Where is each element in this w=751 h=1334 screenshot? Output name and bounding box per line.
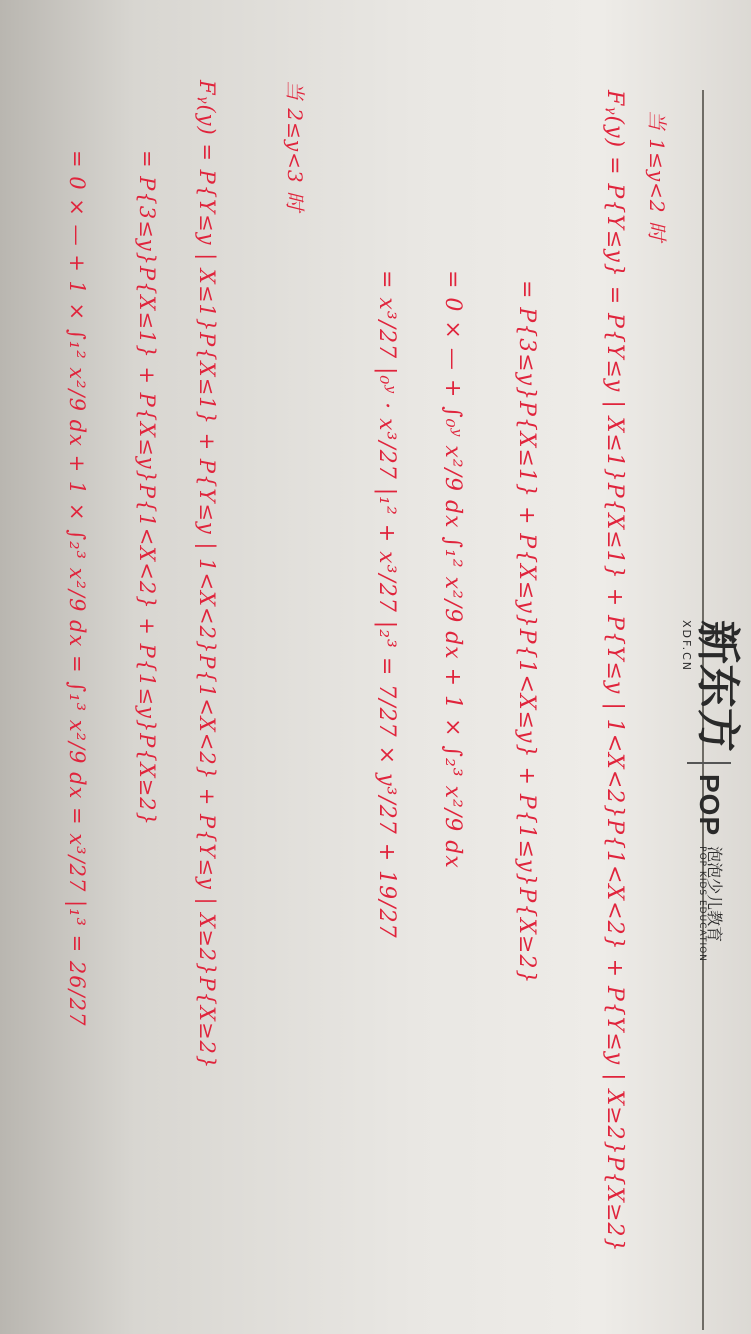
logo-group: [680, 620, 743, 962]
xdf-logo: [680, 620, 743, 752]
case2-line3: = 0 × — + 1 × ∫₁² x²/9 dx + 1 × ∫₂³ x²/9 dx = ∫₁³ x²/9 dx = x³/27 |₁³ = 26/27: [65, 150, 89, 1027]
case1-line4: = x³/27 |₀ʸ · x³/27 |₁² + x³/27 |₂³ = 7/27 × y³/27 + 19/27: [374, 270, 399, 939]
logo-divider: [688, 762, 732, 764]
pop-cn: 泡泡少儿教育: [705, 846, 725, 943]
case2-header: 当 2≤y<3 时: [283, 80, 307, 212]
brand-cn: 新东方: [692, 620, 743, 752]
pop-en: POP KIDS EDUCATION: [696, 846, 707, 962]
case1-header: 当 1≤y<2 时: [645, 110, 669, 242]
case1-line1: Fᵧ(y) = P{Y≤y} = P{Y≤y | X≤1}P{X≤1} + P{Y≤y | 1<X<2}P{1<X<2} + P{Y≤y | X≥2}P{X≥2}: [602, 90, 627, 1253]
case2-line1: Fᵧ(y) = P{Y≤y | X≤1}P{X≤1} + P{Y≤y | 1<X<2}P{1<X<2} + P{Y≤y | X≥2}P{X≥2}: [195, 80, 219, 1070]
case1-line2: = P{3≤y}P{X≤1} + P{X≤y}P{1<X≤y} + P{1≤y}P{X≥2}: [514, 280, 539, 985]
pop-logo: POP: [694, 774, 726, 837]
brand-en: XDF.CN: [680, 620, 693, 672]
case2-line2: = P{3≤y}P{X≤1} + P{X≤y}P{1<X<2} + P{1≤y}P{X≥2}: [135, 150, 159, 826]
case1-line3: = 0 × — + ∫₀ʸ x²/9 dx ∫₁² x²/9 dx + 1 × ∫₂³ x²/9 dx: [440, 270, 465, 869]
pop-text: [696, 846, 723, 962]
